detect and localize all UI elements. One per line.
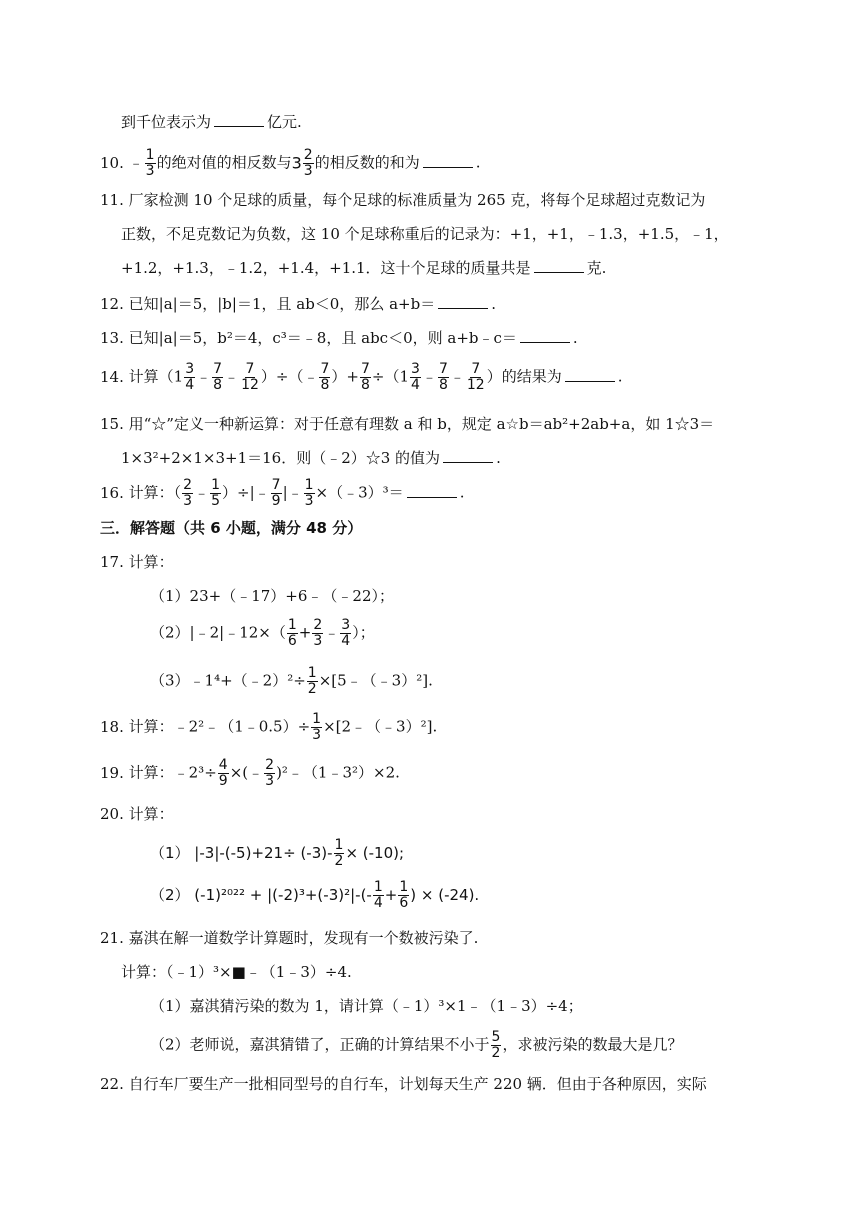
fraction: $\frac{2}{3}$	[183, 477, 193, 509]
question-20-part-2: （2） (-1)²⁰²² + |(-2)³+(-3)²|-(- $\frac{1}{4}$ + $\frac{1}{6}$ ) × (-24).	[150, 879, 480, 911]
fraction: $\frac{2}{3}$	[265, 757, 275, 789]
question-20-part-1: （1） |-3|-(-5)+21÷ (-3)- $\frac{1}{2}$ × (-10);	[150, 837, 405, 869]
question-22: 22. 自行车厂要生产一批相同型号的自行车，计划每天生产 220 辆．但由于各种原因，实际	[100, 1075, 707, 1093]
question-17-part-2: （2）|﹣2|﹣12×（ $\frac{1}{6}$ + $\frac{2}{3}$ ﹣ $\frac{3}{4}$ ）；	[150, 617, 375, 649]
question-11-line-2: 正数，不足克数记为负数，这 10 个足球称重后的记录为：+1，+1，﹣1.3，+1.5，﹣1，	[121, 225, 729, 243]
fraction: $\frac{1}{6}$	[287, 617, 297, 649]
fraction: $\frac{7}{8}$	[438, 361, 448, 393]
answer-blank	[443, 448, 493, 463]
fraction: $\frac{1}{3}$	[312, 711, 322, 743]
section-3-heading: 三．解答题（共 6 小题，满分 48 分）	[100, 519, 363, 537]
question-13: 13. 已知|a|＝5，b²＝4，c³＝﹣8，且 abc＜0，则 a+b﹣c＝ .	[100, 329, 578, 347]
fraction: $\frac{1}{2}$	[307, 665, 317, 697]
question-21-part-1: （1）嘉淇猜污染的数为 1，请计算（﹣1）³×1﹣（1﹣3）÷4；	[150, 997, 583, 1015]
answer-blank	[534, 258, 584, 273]
answer-blank	[520, 328, 570, 343]
fraction: $\frac{1}{2}$	[334, 837, 344, 869]
question-18: 18. 计算：﹣2²﹣（1﹣0.5）÷ $\frac{1}{3}$ ×[2﹣（﹣3）²].	[100, 711, 438, 743]
answer-blank	[423, 153, 473, 168]
question-17-part-3: （3）﹣1⁴+（﹣2）²÷ $\frac{1}{2}$ ×[5﹣（﹣3）²].	[150, 665, 433, 697]
fraction: $\frac{1}{3}$	[304, 477, 314, 509]
answer-blank	[565, 367, 615, 382]
fraction: $\frac{7}{8}$	[320, 361, 330, 393]
question-10: 10. ﹣ $\frac{1}{3}$ 的绝对值的相反数与3 $\frac{2}{3}$ 的相反数的和为 .	[100, 147, 481, 179]
question-12: 12. 已知|a|＝5，|b|＝1，且 ab＜0，那么 a+b＝ .	[100, 295, 497, 313]
fraction: $\frac{3}{4}$	[341, 617, 351, 649]
answer-blank	[214, 112, 264, 127]
question-16: 16. 计算：（ $\frac{2}{3}$ ﹣ $\frac{1}{5}$ ）÷|﹣ $\frac{7}{9}$ |﹣ $\frac{1}{3}$ ×（﹣3）³＝ .	[100, 477, 465, 509]
fraction: $\frac{7}{12}$	[241, 361, 259, 393]
question-21-line-1: 21. 嘉淇在解一道数学计算题时，发现有一个数被污染了.	[100, 929, 479, 947]
fraction: $\frac{4}{9}$	[218, 757, 228, 789]
question-17-part-1: （1）23+（﹣17）+6﹣（﹣22）；	[150, 587, 394, 605]
fraction: $\frac{1}{5}$	[211, 477, 221, 509]
question-11-line-1: 11. 厂家检测 10 个足球的质量，每个足球的标准质量为 265 克，将每个足球超过克数记为	[100, 191, 706, 209]
fraction: $\frac{7}{9}$	[271, 477, 281, 509]
fraction: $\frac{7}{8}$	[360, 361, 370, 393]
fraction: $\frac{1}{3}$	[145, 147, 155, 179]
fraction: $\frac{5}{2}$	[491, 1029, 501, 1061]
answer-blank	[407, 483, 457, 498]
question-17-title: 17. 计算：	[100, 553, 174, 571]
question-20-title: 20. 计算：	[100, 805, 174, 823]
fraction: $\frac{2}{3}$	[303, 147, 313, 179]
question-14: 14. 计算（1 $\frac{3}{4}$ ﹣ $\frac{7}{8}$ ﹣ $\frac{7}{12}$ ）÷（﹣ $\frac{7}{8}$ ）+ $\frac{7}{8}$ ÷（1 $\frac{3}{4}$ ﹣ $\frac{7}{8}$ ﹣ $\frac{7}{12}$ ）的结果为 .	[100, 361, 623, 393]
fraction: $\frac{3}{4}$	[185, 361, 195, 393]
answer-blank	[438, 294, 488, 309]
question-21-part-2: （2）老师说，嘉淇猜错了，正确的计算结果不小于 $\frac{5}{2}$ ，求被污染的数最大是几？	[150, 1029, 683, 1061]
question-15-line-2: 1×3²+2×1×3+1＝16．则（﹣2）☆3 的值为 .	[121, 449, 501, 467]
fraction: $\frac{2}{3}$	[313, 617, 323, 649]
fraction: $\frac{1}{4}$	[373, 879, 383, 911]
fraction: $\frac{1}{6}$	[399, 879, 409, 911]
fraction: $\frac{7}{8}$	[213, 361, 223, 393]
question-11-line-3: +1.2，+1.3，﹣1.2，+1.4，+1.1．这十个足球的质量共是 克.	[121, 259, 607, 277]
fraction: $\frac{3}{4}$	[411, 361, 420, 393]
fraction: $\frac{7}{12}$	[466, 361, 485, 393]
question-15-line-1: 15. 用“☆”定义一种新运算：对于任意有理数 a 和 b，规定 a☆b＝ab²+2ab+a，如 1☆3＝	[100, 415, 715, 433]
question-21-line-2: 计算：（﹣1）³×■﹣（1﹣3）÷4.	[121, 963, 352, 981]
question-19: 19. 计算：﹣2³÷ $\frac{4}{9}$ ×(﹣ $\frac{2}{3}$ )²﹣（1﹣3²）×2.	[100, 757, 400, 789]
q9-tail: 到千位表示为 亿元.	[121, 113, 302, 131]
